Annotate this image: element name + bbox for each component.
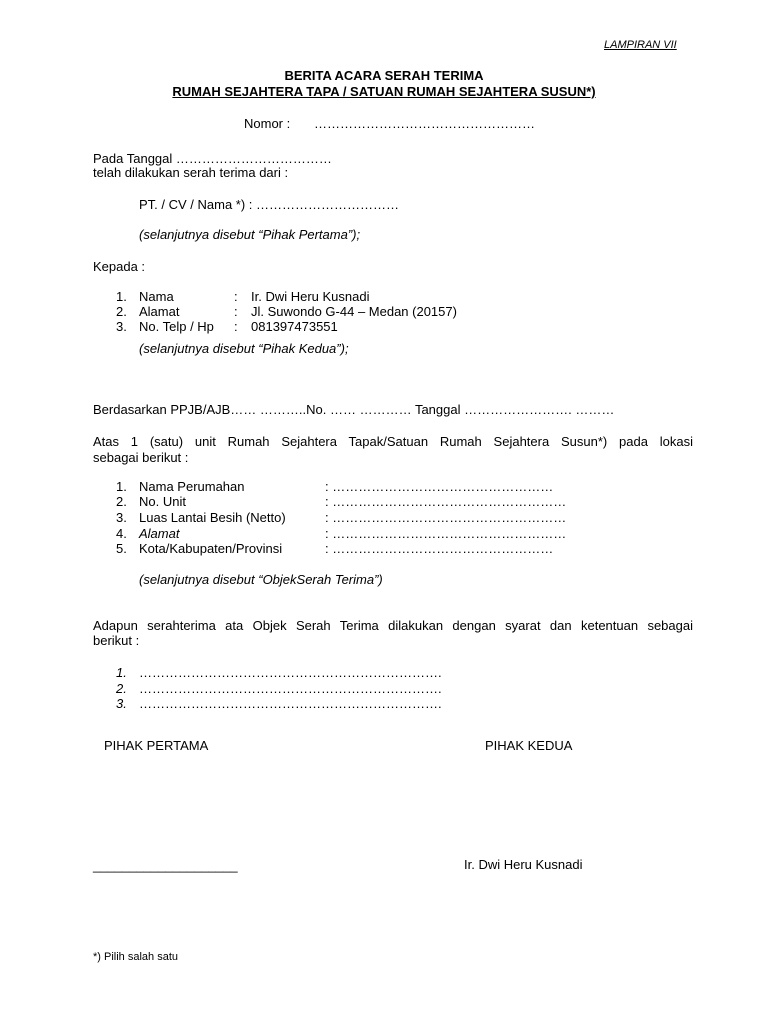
objek-value: : ……………………………………………… bbox=[325, 510, 567, 525]
objek-label: Luas Lantai Besih (Netto) bbox=[139, 510, 286, 525]
title-line-1: BERITA ACARA SERAH TERIMA bbox=[284, 68, 484, 83]
objek-num: 1. bbox=[116, 479, 127, 494]
telah-dilakukan: telah dilakukan serah terima dari : bbox=[93, 165, 289, 180]
kepada-num: 1. bbox=[116, 289, 127, 304]
atas-line-1: Atas 1 (satu) unit Rumah Sejahtera Tapak/Satuan Rumah Sejahtera Susun*) pada lokasi bbox=[93, 434, 693, 449]
adapun-line-2: berikut : bbox=[93, 633, 140, 648]
syarat-num: 2. bbox=[116, 681, 127, 696]
berdasarkan-line: Berdasarkan PPJB/AJB…… ………..No. …… ………… Tanggal ……………………. ……… bbox=[93, 402, 615, 417]
objek-num: 3. bbox=[116, 510, 127, 525]
kepada-label-alamat: Alamat bbox=[139, 304, 180, 319]
adapun-line-1: Adapun serahterima ata Objek Serah Terima dilakukan dengan syarat dan ketentuan sebagai bbox=[93, 618, 693, 633]
kepada-label-nama: Nama bbox=[139, 289, 174, 304]
kepada-value-nama: Ir. Dwi Heru Kusnadi bbox=[251, 289, 370, 304]
pihak-pertama-label: PIHAK PERTAMA bbox=[104, 738, 209, 753]
kepada-label-telp: No. Telp / Hp bbox=[139, 319, 214, 334]
objek-label: Nama Perumahan bbox=[139, 479, 245, 494]
kepada-sep: : bbox=[234, 304, 238, 319]
objek-num: 4. bbox=[116, 526, 127, 541]
objek-num: 2. bbox=[116, 494, 127, 509]
objek-value: : ……………………………………………… bbox=[325, 494, 567, 509]
nomor-label: Nomor : bbox=[244, 116, 291, 131]
pihak-pertama-note: (selanjutnya disebut “Pihak Pertama”); bbox=[139, 227, 361, 242]
objek-label: No. Unit bbox=[139, 494, 186, 509]
kepada-value-alamat: Jl. Suwondo G-44 – Medan (20157) bbox=[251, 304, 457, 319]
objek-value: : …………………………………………… bbox=[325, 541, 554, 556]
lampiran-label: LAMPIRAN VII bbox=[604, 39, 677, 51]
signature-name-kedua: Ir. Dwi Heru Kusnadi bbox=[464, 857, 583, 872]
kepada-sep: : bbox=[234, 319, 238, 334]
atas-line-2: sebagai berikut : bbox=[93, 450, 189, 465]
syarat-value: ……………………………………………………………. bbox=[139, 696, 442, 711]
pihak-kedua-note: (selanjutnya disebut “Pihak Kedua”); bbox=[139, 341, 349, 356]
kepada-num: 3. bbox=[116, 319, 127, 334]
syarat-value: ……………………………………………………………. bbox=[139, 681, 442, 696]
objek-num: 5. bbox=[116, 541, 127, 556]
kepada-label: Kepada : bbox=[93, 259, 146, 274]
objek-value: : ……………………………………………… bbox=[325, 526, 567, 541]
nomor-value: …………………………………………… bbox=[314, 116, 535, 131]
objek-value: : …………………………………………… bbox=[325, 479, 554, 494]
title-line-2: RUMAH SEJAHTERA TAPA / SATUAN RUMAH SEJAHTERA SUSUN*) bbox=[172, 84, 596, 99]
syarat-value: ……………………………………………………………. bbox=[139, 665, 442, 680]
objek-label: Kota/Kabupaten/Provinsi bbox=[139, 541, 283, 556]
kepada-num: 2. bbox=[116, 304, 127, 319]
pada-tanggal: Pada Tanggal ……………………………… bbox=[93, 151, 332, 166]
kepada-sep: : bbox=[234, 289, 238, 304]
pihak-kedua-label: PIHAK KEDUA bbox=[485, 738, 573, 753]
kepada-value-telp: 081397473551 bbox=[251, 319, 338, 334]
objek-label: Alamat bbox=[139, 526, 180, 541]
pt-line: PT. / CV / Nama *) : …………………………… bbox=[139, 197, 400, 212]
syarat-num: 1. bbox=[116, 665, 127, 680]
syarat-num: 3. bbox=[116, 696, 127, 711]
footnote: *) Pilih salah satu bbox=[93, 951, 178, 963]
objek-note: (selanjutnya disebut “ObjekSerah Terima”) bbox=[139, 572, 383, 587]
signature-line-pertama: ____________________ bbox=[93, 858, 238, 873]
